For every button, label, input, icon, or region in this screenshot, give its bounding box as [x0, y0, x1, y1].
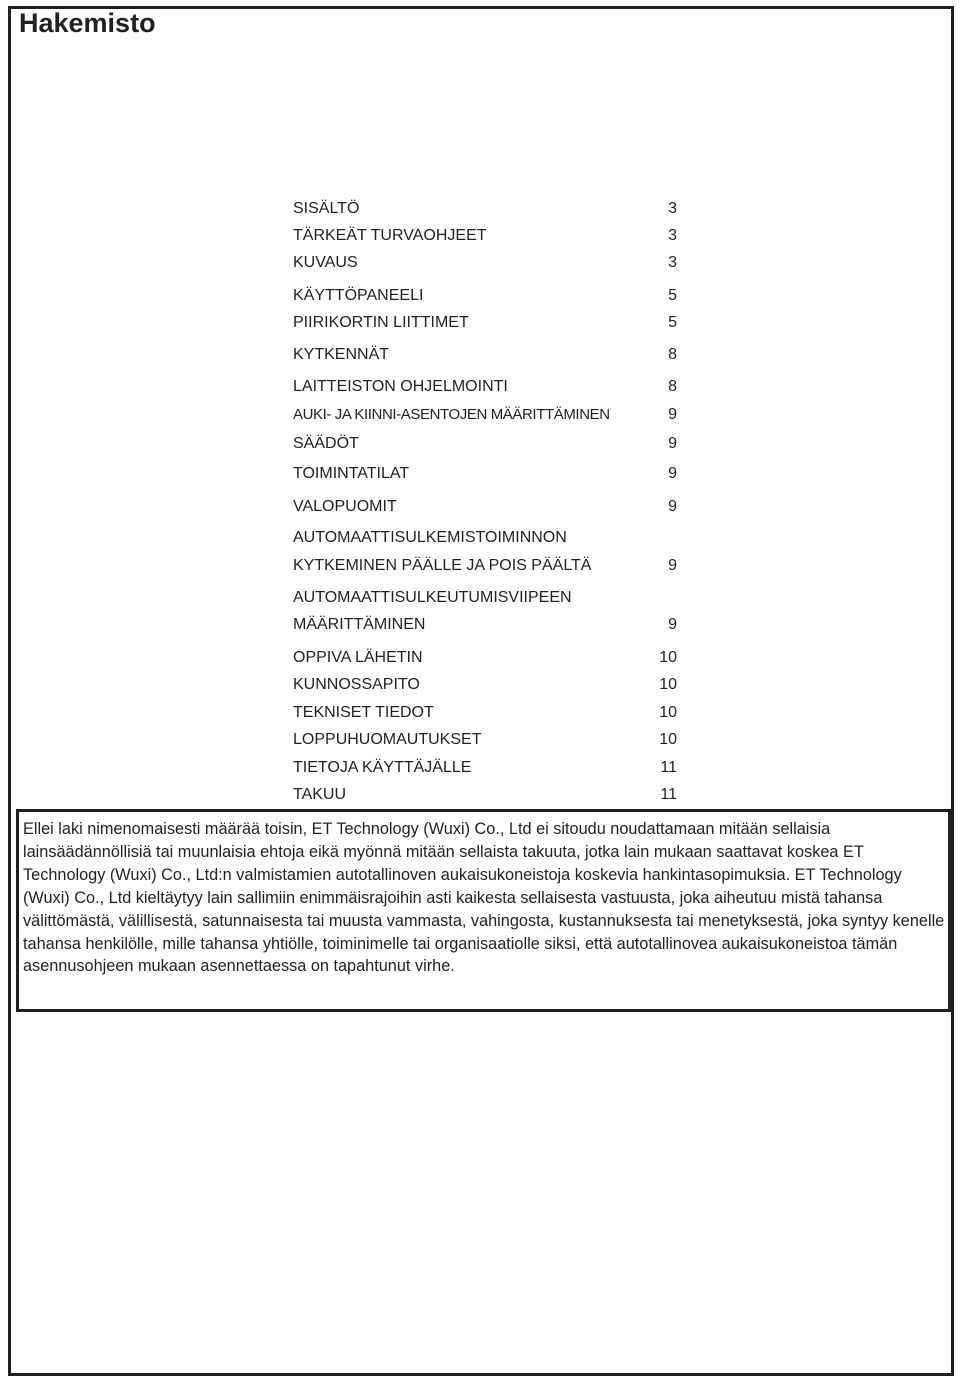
toc-entry-title: KYTKEMINEN PÄÄLLE JA POIS PÄÄLTÄ	[293, 557, 592, 574]
toc-entry-title: OPPIVA LÄHETIN	[293, 649, 423, 666]
toc-entry-title: TÄRKEÄT TURVAOHJEET	[293, 227, 487, 244]
toc-entry-page: 9	[668, 498, 677, 515]
toc-entry-page: 9	[668, 616, 677, 633]
toc-entry-page: 3	[668, 254, 677, 271]
toc-entry-page: 9	[668, 465, 677, 482]
toc-entry-title: KYTKENNÄT	[293, 346, 390, 363]
toc-entry-page: 10	[659, 731, 677, 748]
toc-entry-page: 11	[660, 759, 677, 776]
toc-entry-page: 9	[668, 406, 677, 423]
toc-entry-page: 5	[668, 314, 677, 331]
toc-entry-title: KÄYTTÖPANEELI	[293, 287, 424, 304]
toc-entry-page: 5	[668, 287, 677, 304]
toc-entry-title: AUTOMAATTISULKEMISTOIMINNON	[293, 529, 567, 546]
toc-entry-title: SISÄLTÖ	[293, 200, 360, 217]
toc-entry-title: SÄÄDÖT	[293, 435, 359, 452]
toc-entry-page: 9	[668, 435, 677, 452]
toc-entry-title: AUKI- JA KIINNI-ASENTOJEN MÄÄRITTÄMINEN	[293, 406, 610, 423]
toc-entry-title: TIETOJA KÄYTTÄJÄLLE	[293, 759, 472, 776]
disclaimer-box	[16, 809, 951, 1012]
toc-entry-title: AUTOMAATTISULKEUTUMISVIIPEEN	[293, 589, 572, 606]
toc-entry-page: 9	[668, 557, 677, 574]
toc-entry-title: KUVAUS	[293, 254, 358, 271]
toc-entry-title: TOIMINTATILAT	[293, 465, 410, 482]
toc-entry-title: MÄÄRITTÄMINEN	[293, 616, 426, 633]
page-title: Hakemisto	[19, 8, 156, 38]
toc-entry-page: 11	[660, 786, 677, 803]
disclaimer-text: Ellei laki nimenomaisesti määrää toisin, ET Technology (Wuxi) Co., Ltd ei sitoudu noudattamaan mitään sellaisia lainsäädännöllisiä tai muunlaisia ehtoja eikä myönnä mitään sellaista takuuta, jotka lain mukaan saattavat koskea ET Technology (Wuxi) Co., Ltd:n valmistamien autotallinoven aukaisukoneistoja koskevia hankintasopimuksia. ET Technology (Wuxi) Co., Ltd kieltäytyy lain sallimiin enimmäisrajoihin asti kaikesta sellaisesta vastuusta, joka aiheutuu mistä tahansa välittömästä, välillisestä, satunnaisesta tai muusta vammasta, vahingosta, kustannuksesta tai menetyksestä, joka syntyy kenelle tahansa henkilölle, mille tahansa yhtiölle, toiminimelle tai organisaatiolle siksi, että autotallinovea aukaisukoneistoa tämän asennusohjeen mukaan asennettaessa on tapahtunut virhe.	[23, 820, 945, 976]
toc-entry-title: TEKNISET TIEDOT	[293, 704, 434, 721]
toc-entry-title: VALOPUOMIT	[293, 498, 397, 515]
toc-entry-page: 3	[668, 227, 677, 244]
toc-entry-title: KUNNOSSAPITO	[293, 676, 420, 693]
toc-entry-page: 3	[668, 200, 677, 217]
toc-entry-title: TAKUU	[293, 786, 347, 803]
toc-entry-title: LAITTEISTON OHJELMOINTI	[293, 378, 508, 395]
toc-entry-title: LOPPUHUOMAUTUKSET	[293, 731, 482, 748]
toc-entry-page: 10	[659, 649, 677, 666]
toc-entry-title: PIIRIKORTIN LIITTIMET	[293, 314, 469, 331]
toc-entry-page: 8	[668, 346, 677, 363]
toc-entry-page: 8	[668, 378, 677, 395]
toc-entry-page: 10	[659, 704, 677, 721]
page-frame	[8, 6, 954, 1376]
toc-entry-page: 10	[659, 676, 677, 693]
